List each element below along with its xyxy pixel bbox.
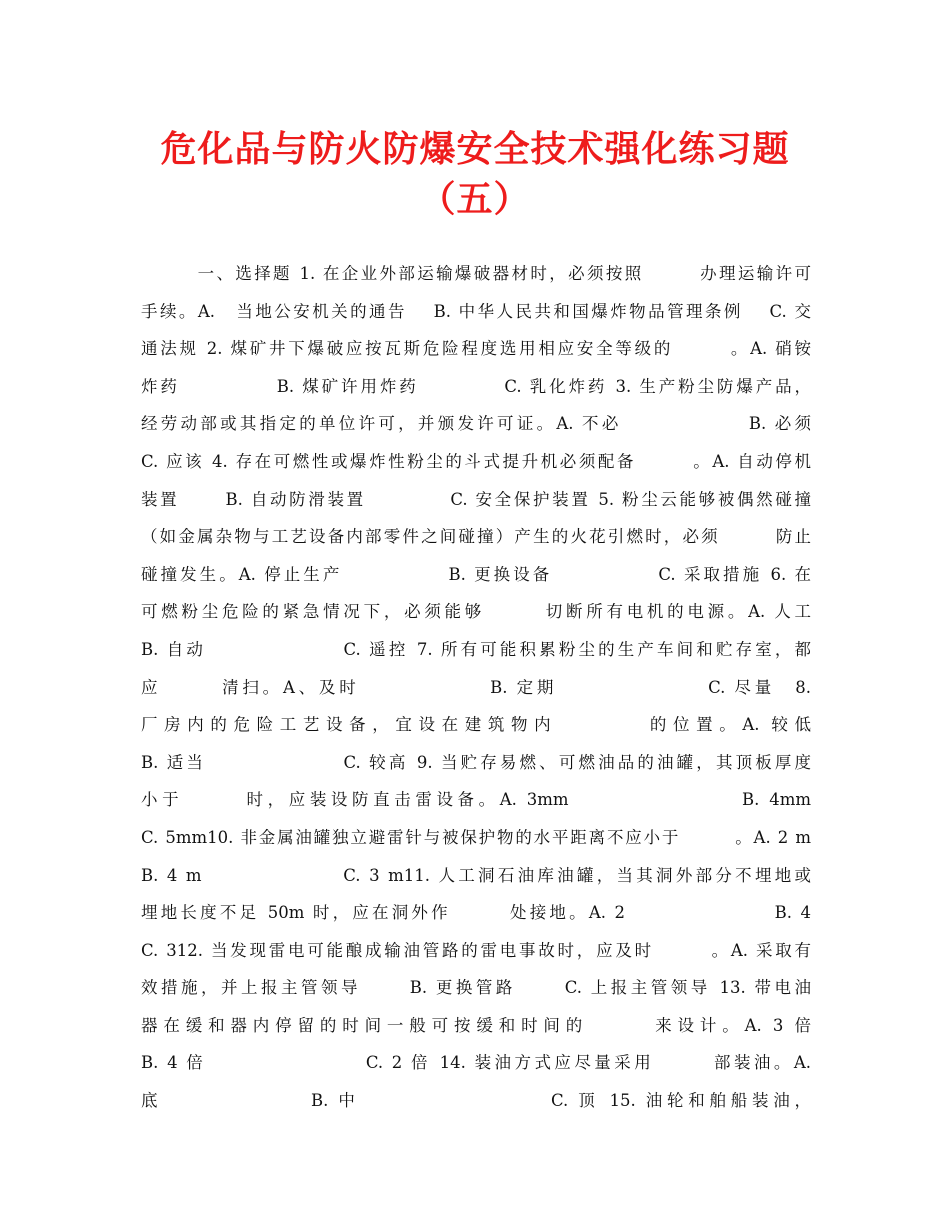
text-line: 通法规 2. 煤矿井下爆破应按瓦斯危险程度选用相应安全等级的 。A. 硝铵 [141, 339, 811, 359]
text-line: B. 4 倍 C. 2 倍 14. 装油方式应尽量采用 部装油。A. [141, 1053, 811, 1073]
text-line: 埋地长度不足 50m 时，应在洞外作 处接地。A. 2 B. 4 [141, 903, 811, 923]
text-line: B. 适当 C. 较高 9. 当贮存易燃、可燃油品的油罐，其顶板厚度 [141, 752, 811, 772]
text-line: 小于 时，应装设防直击雷设备。A. 3mm B. 4mm [141, 790, 811, 810]
text-line: C. 312. 当发现雷电可能酿成输油管路的雷电事故时，应及时 。A. 采取有 [141, 940, 811, 960]
document-title: 危化品与防火防爆安全技术强化练习题 [160, 128, 790, 170]
document-title-number: （五） [419, 178, 531, 220]
text-line: 手续。A. 当地公安机关的通告 B. 中华人民共和国爆炸物品管理条例 C. 交 [141, 301, 811, 321]
text-line: 经劳动部或其指定的单位许可，并颁发许可证。A. 不必 B. 必须 [141, 414, 811, 434]
text-line: 装置 B. 自动防滑装置 C. 安全保护装置 5. 粉尘云能够被偶然碰撞 [141, 489, 811, 509]
text-line: B. 自动 C. 遥控 7. 所有可能积累粉尘的生产车间和贮存室，都 [141, 639, 811, 659]
text-line: C. 5mm10. 非金属油罐独立避雷针与被保护物的水平距离不应小于 。A. 2 m [141, 827, 811, 847]
text-line: 炸药 B. 煤矿许用炸药 C. 乳化炸药 3. 生产粉尘防爆产品， [141, 376, 811, 396]
text-line: C. 应该 4. 存在可燃性或爆炸性粉尘的斗式提升机必须配备 。A. 自动停机 [141, 451, 811, 471]
text-line: 效措施，并上报主管领导 B. 更换管路 C. 上报主管领导 13. 带电油 [141, 978, 811, 998]
text-line: 碰撞发生。A. 停止生产 B. 更换设备 C. 采取措施 6. 在 [141, 564, 811, 584]
text-line: 器在缓和器内停留的时间一般可按缓和时间的 来设计。A. 3 倍 [141, 1015, 811, 1035]
text-line: B. 4 m C. 3 m11. 人工洞石油库油罐，当其洞外部分不埋地或 [141, 865, 811, 885]
text-line: 厂房内的危险工艺设备，宜设在建筑物内 的位置。A. 较低 [141, 715, 811, 735]
text-line: 底 B. 中 C. 顶 15. 油轮和舶船装油， [141, 1091, 811, 1111]
text-line: （如金属杂物与工艺设备内部零件之间碰撞）产生的火花引燃时，必须 防止 [141, 527, 811, 547]
text-line: 一、选择题 1. 在企业外部运输爆破器材时，必须按照 办理运输许可 [141, 264, 811, 283]
text-line: 可燃粉尘危险的紧急情况下，必须能够 切断所有电机的电源。A. 人工 [141, 602, 811, 622]
document-body [141, 255, 811, 1120]
text-line: 应 清扫。A、及时 B. 定期 C. 尽量 8. [141, 677, 811, 697]
